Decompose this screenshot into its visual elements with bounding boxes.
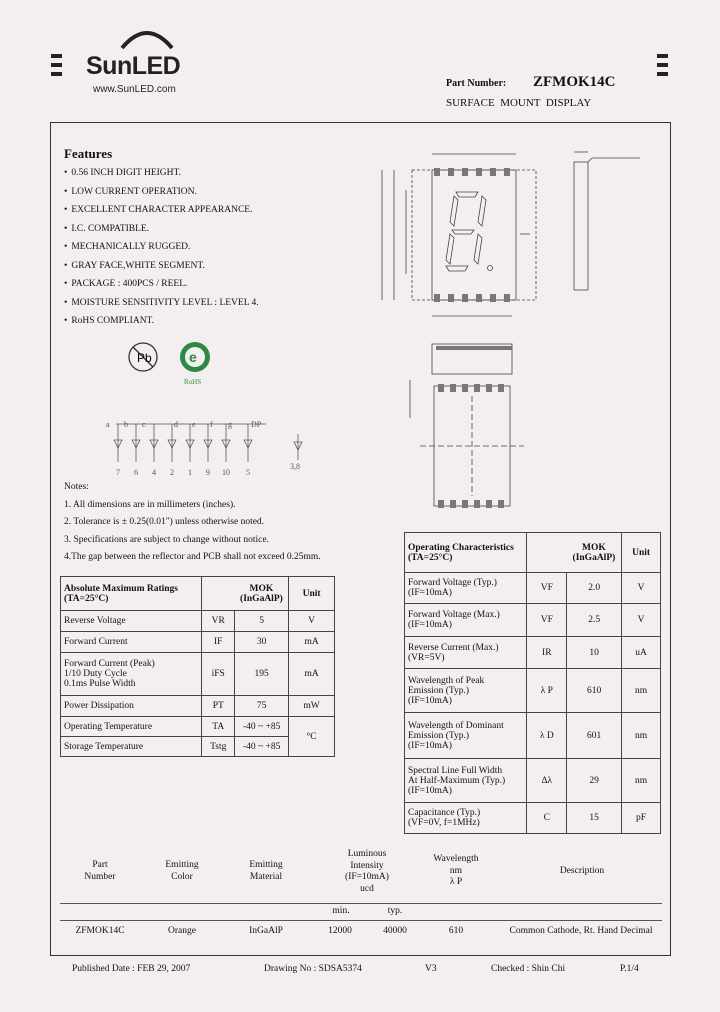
table-row: Spectral Line Full Width At Half-Maximum (Typ.) (IF=10mA) Δλ 29 nm xyxy=(405,759,661,803)
table-row: Forward Current IF 30 mA xyxy=(61,632,335,653)
table-row: Operating Temperature TA -40 ~ +85 °C xyxy=(61,717,335,737)
pin-label: 7 xyxy=(116,468,120,477)
col-description: Description xyxy=(559,866,605,876)
divider xyxy=(60,920,662,921)
table-row: Power Dissipation PT 75 mW xyxy=(61,696,335,717)
pcb-footprint-drawing xyxy=(400,306,540,524)
product-type: SURFACE MOUNT DISPLAY xyxy=(446,97,592,109)
feature-item: • I.C. COMPATIBLE. xyxy=(64,220,259,239)
segment-label: b xyxy=(124,420,128,429)
sun-arc-icon xyxy=(118,24,176,50)
feature-item: • EXCELLENT CHARACTER APPEARANCE. xyxy=(64,201,259,220)
published-date: Published Date : FEB 29, 2007 xyxy=(72,964,191,974)
brand-logo: SunLED xyxy=(86,52,181,80)
row-min: 12000 xyxy=(328,926,352,936)
side-view-drawing xyxy=(552,144,652,304)
note-item: 1. All dimensions are in millimeters (inches). xyxy=(64,499,236,510)
op-char-unit-header: Unit xyxy=(622,533,661,573)
table-row: Wavelength of Peak Emission (Typ.) (IF=10mA) λ P 610 nm xyxy=(405,669,661,713)
row-color: Orange xyxy=(168,926,196,936)
corner-mark xyxy=(51,63,62,67)
svg-text:RoHS: RoHS xyxy=(184,378,202,386)
rohs-icon xyxy=(178,340,212,388)
feature-item: • LOW CURRENT OPERATION. xyxy=(64,183,259,202)
op-char-title: Operating Characteristics (TA=25°C) xyxy=(405,533,527,573)
corner-mark xyxy=(657,72,668,76)
segment-label: a xyxy=(106,420,110,429)
abs-max-table xyxy=(60,576,335,757)
abs-max-mok-header: MOK (InGaAlP) xyxy=(235,577,289,611)
table-row: Reverse Current (Max.) (VR=5V) IR 10 uA xyxy=(405,637,661,669)
corner-mark xyxy=(51,72,62,76)
table-row: Forward Current (Peak) 1/10 Duty Cycle 0.1ms Pulse Width iFS 195 mA xyxy=(61,653,335,696)
pin-label: 1 xyxy=(188,468,192,477)
row-material: InGaAlP xyxy=(249,926,283,936)
notes-title: Notes: xyxy=(64,482,89,492)
table-row: Wavelength of Dominant Emission (Typ.) (IF=10mA) λ D 601 nm xyxy=(405,713,661,759)
table-row: Storage Temperature Tstg -40 ~ +85 xyxy=(61,737,335,757)
pin-label: 4 xyxy=(152,468,156,477)
circuit-labels xyxy=(100,418,320,478)
op-char-mok-header: MOK (InGaAlP) xyxy=(567,533,622,573)
pin-label: 10 xyxy=(222,468,230,477)
pin-label: 5 xyxy=(246,468,250,477)
page-number: P.1/4 xyxy=(620,964,639,974)
feature-item: • MECHANICALLY RUGGED. xyxy=(64,238,259,257)
segment-label: e xyxy=(192,420,196,429)
abs-max-title: Absolute Maximum Ratings (TA=25°C) xyxy=(61,577,202,611)
pin-label: 6 xyxy=(134,468,138,477)
corner-mark xyxy=(657,63,668,67)
row-typ: 40000 xyxy=(383,926,407,936)
row-description: Common Cathode, Rt. Hand Decimal xyxy=(509,926,653,936)
operating-characteristics-table xyxy=(404,532,661,834)
row-part: ZFMOK14C xyxy=(75,926,125,936)
table-row: Capacitance (Typ.) (VF=0V, f=1MHz) C 15 pF xyxy=(405,803,661,834)
segment-label: d xyxy=(174,420,178,429)
pin-label: 2 xyxy=(170,468,174,477)
segment-label: g xyxy=(228,420,232,429)
note-item: 2. Tolerance is ± 0.25(0.01") unless otherwise noted. xyxy=(64,517,265,528)
svg-text:Pb: Pb xyxy=(137,351,152,365)
feature-item: • 0.56 INCH DIGIT HEIGHT. xyxy=(64,164,259,183)
notes xyxy=(64,479,321,567)
feature-item: • GRAY FACE,WHITE SEGMENT. xyxy=(64,257,259,276)
row-wavelength: 610 xyxy=(448,926,464,936)
segment-label: c xyxy=(142,420,146,429)
part-number-label: Part Number: xyxy=(446,78,507,89)
checked-by: Checked : Shin Chi xyxy=(491,964,566,974)
col-part-number: Part Number xyxy=(84,860,116,882)
segment-label: f xyxy=(210,420,213,429)
features-title: Features xyxy=(64,146,113,161)
feature-item: • RoHS COMPLIANT. xyxy=(64,312,259,331)
table-row: Forward Voltage (Max.) (IF=10mA) VF 2.5 V xyxy=(405,604,661,637)
features-list xyxy=(64,164,259,331)
brand-url: www.SunLED.com xyxy=(93,84,176,95)
segment-label: DP xyxy=(251,420,262,429)
table-row: Reverse Voltage VR 5 V xyxy=(61,611,335,632)
note-item: 4.The gap between the reflector and PCB shall not exceed 0.25mm. xyxy=(64,552,321,563)
version: V3 xyxy=(425,964,437,974)
svg-text:e: e xyxy=(189,349,197,365)
corner-mark xyxy=(51,54,62,58)
col-wavelength: Wavelength nm λ P xyxy=(433,854,479,887)
feature-item: • MOISTURE SENSITIVITY LEVEL : LEVEL 4. xyxy=(64,294,259,313)
min-label: min. xyxy=(332,906,350,916)
note-item: 3. Specifications are subject to change without notice. xyxy=(64,534,269,545)
part-number: ZFMOK14C xyxy=(533,74,616,90)
pb-free-icon xyxy=(126,340,160,374)
front-view-drawing xyxy=(370,134,570,334)
common-pin-label: 3,8 xyxy=(290,462,300,471)
feature-item: • PACKAGE : 400PCS / REEL. xyxy=(64,275,259,294)
corner-mark xyxy=(657,54,668,58)
abs-max-unit-header: Unit xyxy=(289,577,335,611)
divider xyxy=(60,903,662,904)
drawing-number: Drawing No : SDSA5374 xyxy=(264,964,362,974)
pin-label: 9 xyxy=(206,468,210,477)
typ-label: typ. xyxy=(387,906,403,916)
col-emitting-color: Emitting Color xyxy=(165,860,199,882)
table-row: Forward Voltage (Typ.) (IF=10mA) VF 2.0 V xyxy=(405,573,661,604)
col-emitting-material: Emitting Material xyxy=(249,860,283,882)
col-luminous-intensity: Luminous Intensity (IF=10mA) ucd xyxy=(345,849,389,894)
